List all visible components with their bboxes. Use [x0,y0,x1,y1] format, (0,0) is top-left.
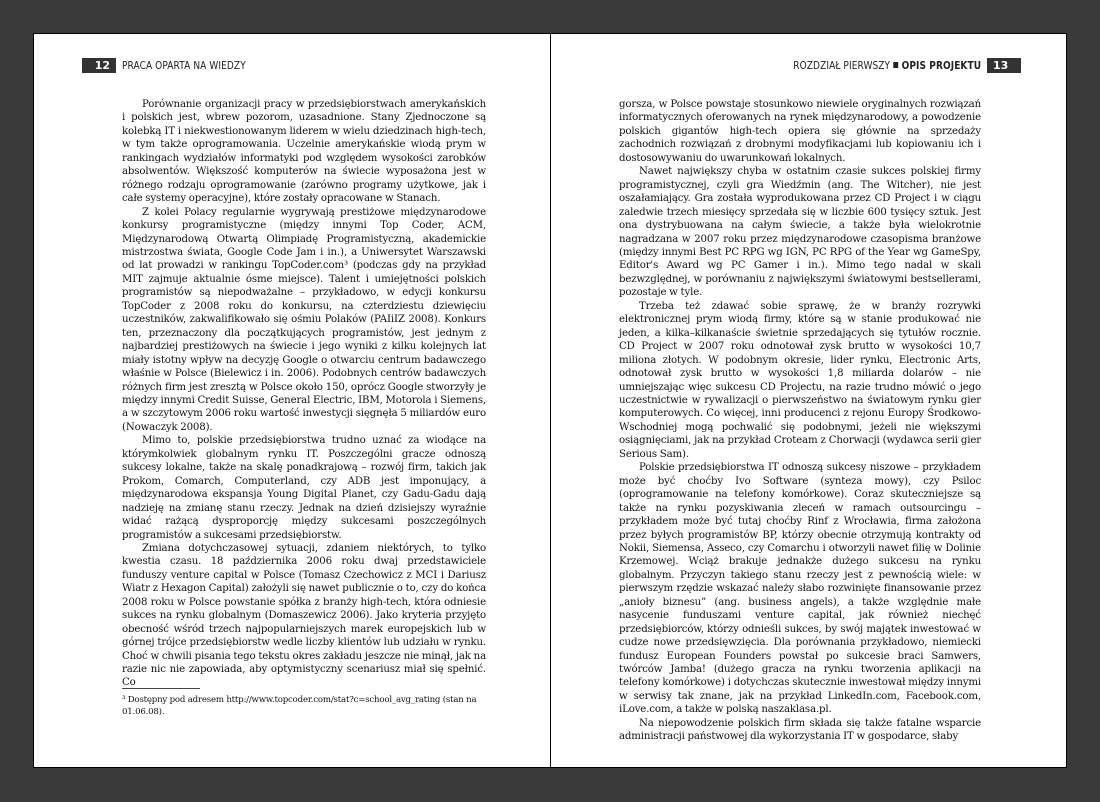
page-number: 12 [82,58,116,73]
paragraph: Na niepowodzenie polskich firm składa się także fatalne wsparcie administracji państwowej dla wykorzystania IT w gospodarce, słaby [619,717,981,743]
paragraph: Mimo to, polskie przedsiębiorstwa trudno uznać za wiodące na którymkolwiek globalnym rynku IT. Poszczególni gracze odnoszą sukcesy lokalne, także na skalę ponadkrajową – rozwój firm, takich jak Prokom, Comarch, Computerland, czy ADB jest imponujący, a międzynarodowa ekspansja Young Digital Planet, czy Gadu-Gadu dają nadzieję na zmianę stanu rzeczy. Jednak na dzień dzisiejszy wyraźnie widać rażącą dysproporcję między sukcesami poszczególnych programistów a sukcesami przedsiębiorstw. [122,435,486,541]
paragraph: Nawet największy chyba w ostatnim czasie sukces polskiej firmy programistycznej, czyli gra Wiedźmin (ang. The Witcher), nie jest oszałamiający. Gra została wyprodukowana przez CD Project i w ciągu zaledwie trzech miesięcy sprzedała się w liczbie 600 tysięcy sztuk. Jest ona dystrybuowana na całym świecie, a także była wielokrotnie nagradzana w 2007 roku przez międzynarodowe czasopisma branżowe (między innymi Best PC RPG wg IGN, PC RPG of the Year wg GameSpy, Editor's Award wg PC Gamer i in.). Mimo tego nadal w skali bezwzględnej, w porównaniu z największymi światowymi bestsellerami, pozostaje w tyle. [619,166,981,299]
book-spread [33,33,1067,768]
right-page-body [619,98,981,744]
page-number: 13 [987,58,1021,73]
chapter-title: ROZDZIAŁ PIERWSZY [793,58,890,72]
footnote-divider [122,688,200,689]
section-title: OPIS PROJEKTU [901,58,981,72]
running-title [793,59,981,72]
paragraph: Porównanie organizacji pracy w przedsiębiorstwach amerykańskich i polskich jest, wbrew pozorom, uzasadnione. Stany Zjednoczone są kolebką IT i niekwestionowanym liderem w wielu dziedzinach high-tech, w tym także oprogramowania. Uczelnie amerykańskie wiodą prym w rankingach wydziałów informatyki pod względem wysokości zarobków absolwentów. Większość komputerów na świecie wyposażona jest w różnego rodzaju oprogramowanie (zarówno programy użytkowe, jak i całe systemy operacyjne), które zostały opracowane w Stanach. [122,99,486,205]
paragraph: Z kolei Polacy regularnie wygrywają prestiżowe międzynarodowe konkursy programistyczne (między innymi Top Coder, ACM, Międzynarodową Otwartą Olimpiadę Programistyczną, akademickie mistrzostwa świata, Google Code Jam i in.), a Uniwersytet Warszawski od lat prowadzi w rankingu TopCoder.com³ (podczas gdy na przykład MIT zajmuje aktualnie ósme miejsce). Talent i umiejętności polskich programistów są niepodważalne – przykładowo, w edycji konkursu TopCoder z 2008 roku do konkursu, na czterdziestu dziewięciu uczestników, zakwalifikowało się ośmiu Polaków (PAIiIZ 2008). Konkurs ten, przeznaczony dla początkujących programistów, jest jednym z najbardziej prestiżowych na świecie i jego wyniki z kilku kolejnych lat miały istotny wpływ na decyzję Google o otwarciu centrum badawczego właśnie w Polsce (Bielewicz i in. 2006). Podobnych centrów badawczych różnych firm jest zresztą w Polsce około 150, oprócz Google stworzyły je między innymi Credit Suisse, General Electric, IBM, Motorola i Siemens, a w szczytowym 2006 roku wartość inwestycji sięgnęła 5 miliardów euro (Nowaczyk 2008). [122,206,486,433]
left-page-header [82,57,273,73]
running-title: PRACA OPARTA NA WIEDZY [122,58,246,72]
square-separator-icon [893,62,898,68]
paragraph: gorsza, w Polsce powstaje stosunkowo niewiele oryginalnych rozwiązań informatycznych oferowanych na rynek międzynarodowy, a powodzenie polskich gigantów high-tech opiera się głównie na sprzedaży zachodnich rozwiązań z drobnymi modyfikacjami lub kopiowaniu ich i dostosowywaniu do uwarunkowań lokalnych. [619,99,981,164]
paragraph: Zmiana dotychczasowej sytuacji, zdaniem niektórych, to tylko kwestia czasu. 18 października 2006 roku dwaj przedstawiciele funduszy venture capital w Polsce (Tomasz Czechowicz z MCI i Dariusz Wiatr z Hexagon Capital) założyli się nawet publicznie o to, czy do końca 2008 roku w Polsce powstanie spółka z branży high-tech, która odniesie sukces na rynku globalnym (Domaszewicz 2006). Jako kryteria przyjęto obecność wśród trzech najpopularniejszych marek europejskich lub w górnej trójce przedsiębiorstw wedle liczby klientów lub udziału w rynku. Choć w chwili pisania tego tekstu okres zakładu jeszcze nie minął, jak na razie nic nie zapowiada, aby optymistyczny scenariusz miał się spełnić. Co [122,542,486,689]
right-page [551,34,1067,767]
right-page-header [752,57,1021,73]
paragraph: Polskie przedsiębiorstwa IT odnoszą sukcesy niszowe – przykładem może być choćby Ivo Software (synteza mowy), czy Psiloc (oprogramowanie na telefony komórkowe). Coraz skuteczniejsze są także na rynku pozyskiwania zleceń w ramach outsourcingu – przykładem może być tutaj choćby Rinf z Wrocławia, firma założona przez byłych programistów BP, którzy obecnie otrzymują kontrakty od Nokii, Siemensa, Asseco, czy Comarchu i otworzyli nawet filię w Dolinie Krzemowej. Wciąż brakuje jednakże dużego sukcesu na rynku globalnym. Przyczyn takiego stanu rzeczy jest z pewnością wiele: w pierwszym rzędzie wskazać należy słabo rozwinięte finansowanie przez „anioły biznesu” (ang. business angels), a także względnie małe nasycenie funduszami venture capital, jak również niechęć przedsiębiorców, którzy odnieśli sukces, by swój majątek inwestować w cudze nowe przedsięwzięcia. Dla porównania przykładowo, niemiecki fundusz European Founders powstał po sukcesie braci Samwers, twórców Jamba! (dużego gracza na rynku tworzenia aplikacji na telefony komórkowe) i dotychczas skutecznie inwestował między innymi w serwisy tak znane, jak na przykład LinkedIn.com, Facebook.com, iLove.com, a także w polską naszaklasa.pl. [619,462,981,716]
footnote: ³ Dostępny pod adresem http://www.topcoder.com/stat?c=school_avg_rating (stan na 01.06.08). [122,695,477,717]
paragraph: Trzeba też zdawać sobie sprawę, że w branży rozrywki elektronicznej prym wiodą firmy, które są w stanie produkować nie jeden, a kilka–kilkanaście świetnie sprzedających się tytułów rocznie. CD Project w 2007 roku odnotował zysk brutto w wysokości 10,7 miliona złotych. W podobnym okresie, lider rynku, Electronic Arts, odnotował zysk brutto w wysokości 1,8 miliarda dolarów – nie umniejszając więc sukcesu CD Projectu, na razie trudno mówić o jego uczestnictwie w rywalizacji o pierwszeństwo na światowym rynku gier komputerowych. Co więcej, inni producenci z rejonu Europy Środkowo-Wschodniej mogą pochwalić się podobnymi, jeżeli nie większymi osiągnięciami, jak na przykład Croteam z Chorwacji (wydawca serii gier Serious Sam). [619,300,981,460]
left-page [34,34,550,767]
left-page-body [122,98,486,690]
